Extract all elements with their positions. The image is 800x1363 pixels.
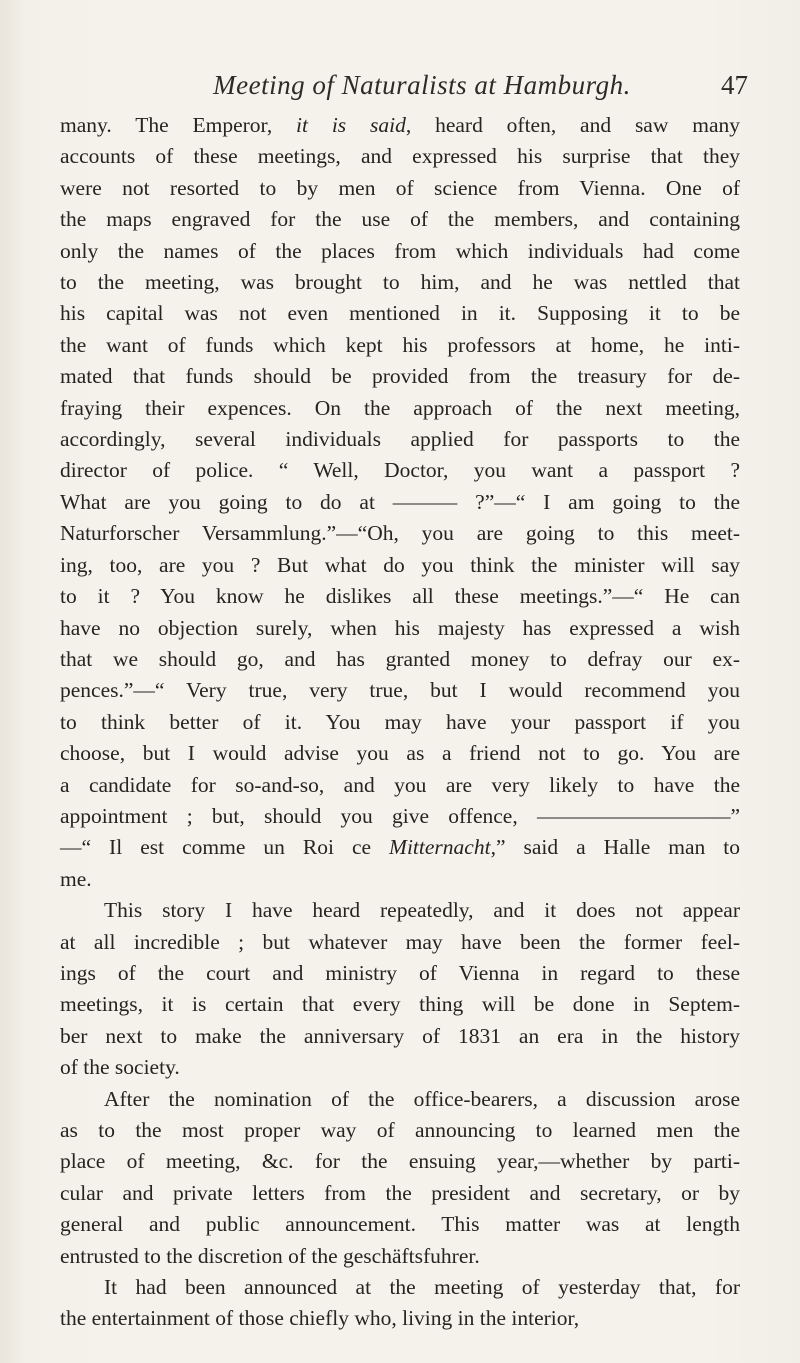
text-line: mated that funds should be provided from the treasury for de- bbox=[60, 364, 740, 389]
text-line: as to the most proper way of announcing to learned men the bbox=[60, 1118, 740, 1142]
text-line: ings of the court and ministry of Vienna in regard to these bbox=[60, 960, 740, 985]
text-line: have no objection surely, when his majesty has expressed a wish bbox=[60, 615, 740, 640]
text-line: me. bbox=[60, 866, 92, 891]
text-line: only the names of the places from which individuals had come bbox=[60, 238, 740, 263]
text-line: entrusted to the discretion of the geschäftsfuhrer. bbox=[60, 1243, 480, 1268]
text-line: the want of funds which kept his professors at home, he inti- bbox=[60, 332, 740, 357]
text-line: It had been announced at the meeting of yesterday that, for bbox=[104, 1275, 740, 1300]
text-line: ber next to make the anniversary of 1831 an era in the history bbox=[60, 1023, 740, 1048]
text-line: his capital was not even mentioned in it. Supposing it to be bbox=[60, 301, 740, 326]
text-line: accounts of these meetings, and expressed his surprise that they bbox=[60, 144, 740, 169]
body-text bbox=[60, 110, 740, 1335]
text-line: at all incredible ; but whatever may have been the former feel- bbox=[60, 929, 740, 954]
page-number: 47 bbox=[721, 70, 748, 100]
text-line: pences.”—“ Very true, very true, but I would recommend you bbox=[60, 678, 740, 703]
text-line: What are you going to do at ——— ?”—“ I am going to the bbox=[60, 489, 740, 514]
text-line: the entertainment of those chiefly who, living in the interior, bbox=[60, 1306, 580, 1331]
text-line: director of police. “ Well, Doctor, you want a passport ? bbox=[60, 458, 740, 483]
running-head bbox=[96, 70, 748, 114]
text-line: ing, too, are you ? But what do you think the minister will say bbox=[60, 552, 740, 577]
text-line: many. The Emperor, it is said, heard often, and saw many bbox=[60, 113, 740, 137]
text-line: place of meeting, &c. for the ensuing year,—whether by parti- bbox=[60, 1149, 740, 1174]
text-line: Naturforscher Versammlung.”—“Oh, you are going to this meet- bbox=[60, 521, 740, 546]
text-line: accordingly, several individuals applied for passports to the bbox=[60, 427, 740, 452]
text-line: to the meeting, was brought to him, and he was nettled that bbox=[60, 270, 740, 295]
text-line: fraying their expences. On the approach of the next meeting, bbox=[60, 395, 740, 420]
text-line: were not resorted to by men of science from Vienna. One of bbox=[60, 175, 740, 200]
text-line: general and public announcement. This matter was at length bbox=[60, 1212, 740, 1237]
text-line: to it ? You know he dislikes all these meetings.”—“ He can bbox=[60, 584, 740, 609]
text-line: of the society. bbox=[60, 1055, 180, 1080]
text-line: cular and private letters from the president and secretary, or by bbox=[60, 1180, 740, 1205]
text-line: After the nomination of the office-bearers, a discussion arose bbox=[104, 1086, 740, 1111]
text-line: a candidate for so-and-so, and you are very likely to have the bbox=[60, 772, 740, 797]
text-line: appointment ; but, should you give offence, —————————” bbox=[60, 803, 740, 828]
text-line: that we should go, and has granted money to defray our ex- bbox=[60, 646, 740, 671]
text-line: choose, but I would advise you as a friend not to go. You are bbox=[60, 741, 740, 766]
text-line: to think better of it. You may have your passport if you bbox=[60, 709, 740, 734]
text-line: meetings, it is certain that every thing will be done in Septem- bbox=[60, 992, 740, 1017]
text-line: —“ Il est comme un Roi ce Mitternacht,” said a Halle man to bbox=[60, 835, 740, 860]
running-title: Meeting of Naturalists at Hamburgh. bbox=[213, 70, 631, 100]
text-line: the maps engraved for the use of the members, and containing bbox=[60, 207, 740, 232]
text-line: This story I have heard repeatedly, and it does not appear bbox=[104, 898, 740, 923]
